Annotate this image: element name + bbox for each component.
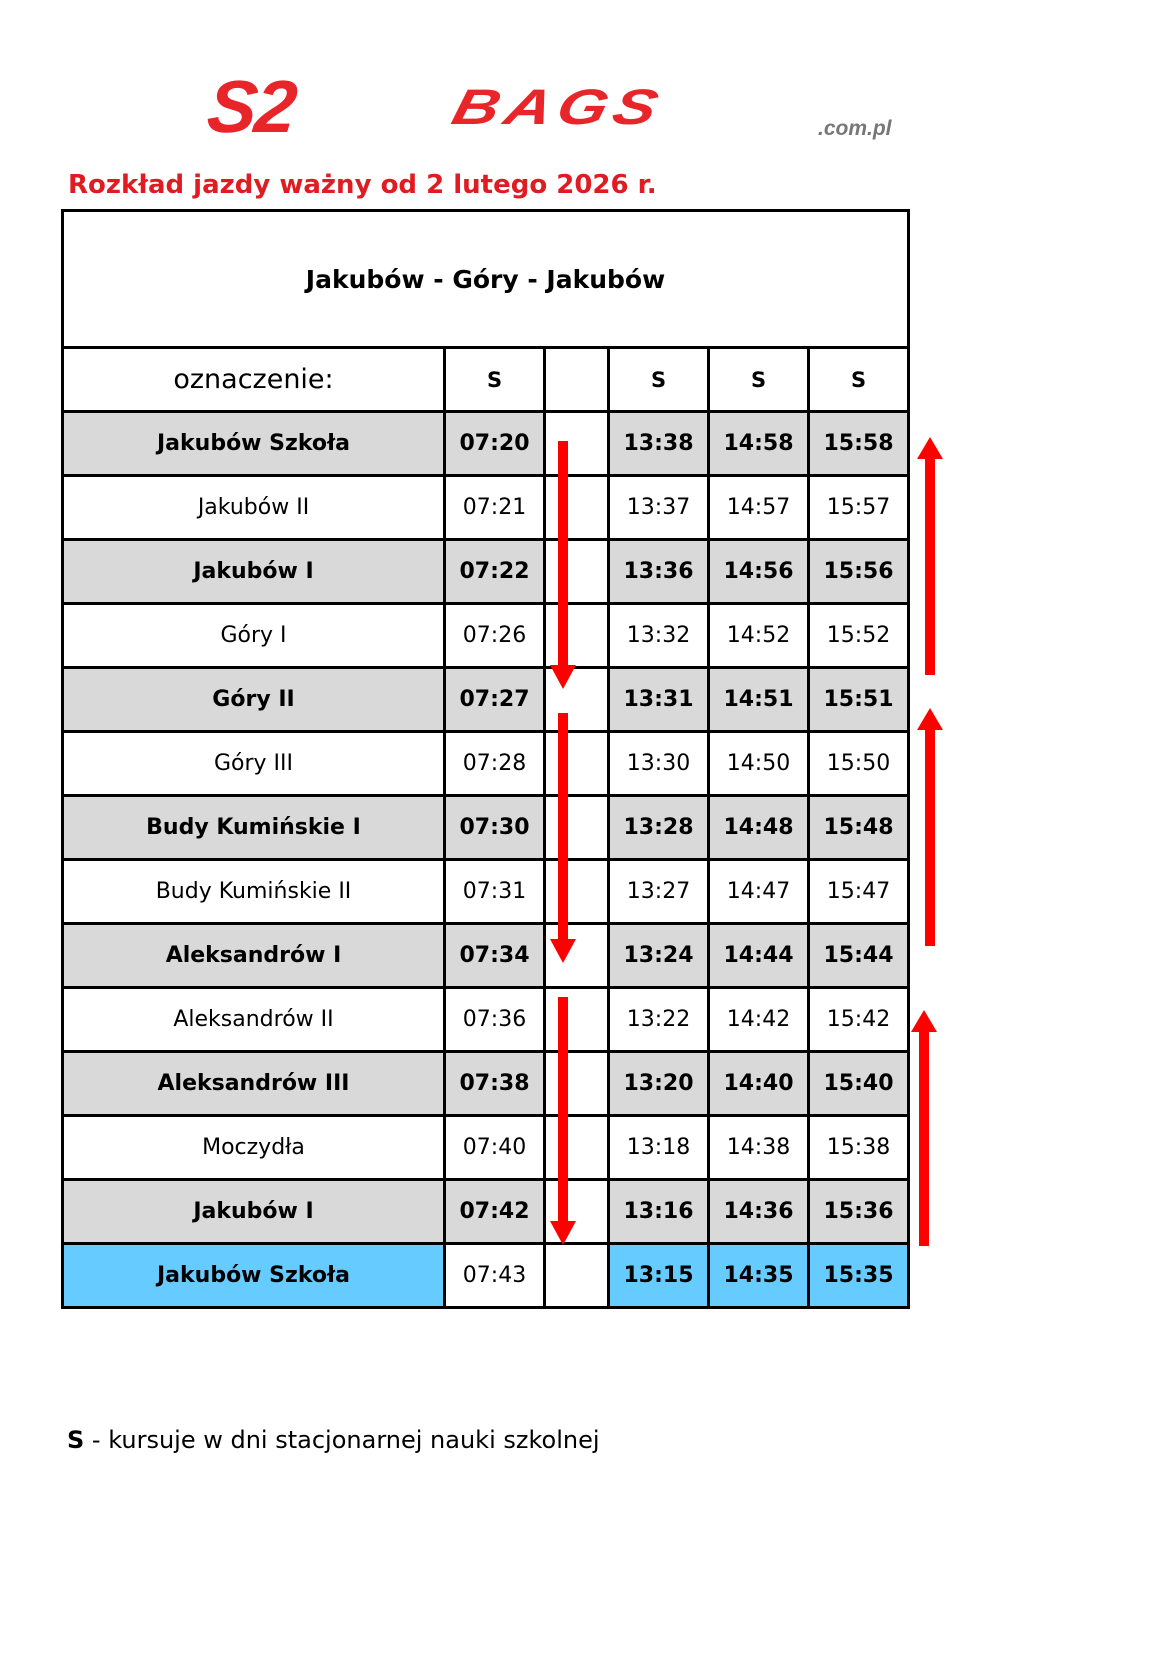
stop-name: Aleksandrów I xyxy=(63,924,445,988)
table-row xyxy=(63,924,909,988)
stop-name: Góry II xyxy=(63,668,445,732)
departure-time: 07:31 xyxy=(445,860,545,924)
designation-row xyxy=(63,348,909,412)
table-row xyxy=(63,796,909,860)
departure-time: 07:20 xyxy=(445,412,545,476)
departure-time: 15:40 xyxy=(809,1052,909,1116)
departure-time: 07:28 xyxy=(445,732,545,796)
departure-time: 14:40 xyxy=(709,1052,809,1116)
legend-text: - kursuje w dni stacjonarnej nauki szkolnej xyxy=(84,1426,600,1454)
departure-time: 13:22 xyxy=(609,988,709,1052)
empty-cell xyxy=(545,1244,609,1308)
up-arrow-icon xyxy=(909,1010,939,1246)
departure-time: 14:36 xyxy=(709,1180,809,1244)
departure-time: 07:40 xyxy=(445,1116,545,1180)
table-row xyxy=(63,732,909,796)
departure-time: 15:52 xyxy=(809,604,909,668)
departure-time: 07:42 xyxy=(445,1180,545,1244)
stop-name: Jakubów Szkoła xyxy=(63,412,445,476)
designation-mark: S xyxy=(809,348,909,412)
departure-time: 13:32 xyxy=(609,604,709,668)
departure-time: 14:56 xyxy=(709,540,809,604)
designation-mark xyxy=(545,348,609,412)
stop-name: Budy Kumińskie I xyxy=(63,796,445,860)
departure-time: 14:48 xyxy=(709,796,809,860)
departure-time: 07:27 xyxy=(445,668,545,732)
designation-mark: S xyxy=(709,348,809,412)
stop-name: Moczydła xyxy=(63,1116,445,1180)
departure-time: 07:38 xyxy=(445,1052,545,1116)
legend xyxy=(67,1428,600,1452)
table-row xyxy=(63,540,909,604)
departure-time: 07:30 xyxy=(445,796,545,860)
departure-time: 15:36 xyxy=(809,1180,909,1244)
up-arrow-icon xyxy=(915,437,945,675)
table-row xyxy=(63,860,909,924)
departure-time: 15:57 xyxy=(809,476,909,540)
designation-mark: S xyxy=(445,348,545,412)
validity-notice: Rozkład jazdy ważny od 2 lutego 2026 r. xyxy=(68,170,657,200)
departure-time: 13:16 xyxy=(609,1180,709,1244)
table-row xyxy=(63,1180,909,1244)
stop-name: Jakubów I xyxy=(63,540,445,604)
up-arrow-icon xyxy=(915,708,945,946)
departure-time: 07:36 xyxy=(445,988,545,1052)
departure-time: 13:15 xyxy=(609,1244,709,1308)
departure-time: 15:35 xyxy=(809,1244,909,1308)
departure-time: 13:20 xyxy=(609,1052,709,1116)
departure-time: 14:50 xyxy=(709,732,809,796)
departure-time: 13:18 xyxy=(609,1116,709,1180)
stop-name: Góry III xyxy=(63,732,445,796)
departure-time: 15:50 xyxy=(809,732,909,796)
stop-name: Aleksandrów II xyxy=(63,988,445,1052)
table-row xyxy=(63,1244,909,1308)
bags-logo: BAGS xyxy=(446,78,670,136)
departure-time: 14:51 xyxy=(709,668,809,732)
departure-time: 15:42 xyxy=(809,988,909,1052)
departure-time: 14:57 xyxy=(709,476,809,540)
departure-time: 15:47 xyxy=(809,860,909,924)
departure-time: 15:58 xyxy=(809,412,909,476)
stop-name: Jakubów Szkoła xyxy=(63,1244,445,1308)
departure-time: 13:31 xyxy=(609,668,709,732)
table-row xyxy=(63,1052,909,1116)
designation-label: oznaczenie: xyxy=(63,348,445,412)
down-arrow-icon xyxy=(548,997,578,1245)
stop-name: Budy Kumińskie II xyxy=(63,860,445,924)
departure-time: 07:34 xyxy=(445,924,545,988)
departure-time: 13:28 xyxy=(609,796,709,860)
departure-time: 15:48 xyxy=(809,796,909,860)
table-row xyxy=(63,476,909,540)
departure-time: 15:56 xyxy=(809,540,909,604)
table-row xyxy=(63,988,909,1052)
departure-time: 07:43 xyxy=(445,1244,545,1308)
departure-time: 14:44 xyxy=(709,924,809,988)
departure-time: 13:24 xyxy=(609,924,709,988)
departure-time: 14:52 xyxy=(709,604,809,668)
departure-time: 14:42 xyxy=(709,988,809,1052)
timetable xyxy=(61,209,910,1309)
departure-time: 07:26 xyxy=(445,604,545,668)
bags-logo-domain: .com.pl xyxy=(818,117,892,140)
route-title: Jakubów - Góry - Jakubów xyxy=(63,211,909,348)
departure-time: 14:38 xyxy=(709,1116,809,1180)
departure-time: 15:38 xyxy=(809,1116,909,1180)
departure-time: 14:35 xyxy=(709,1244,809,1308)
table-row xyxy=(63,668,909,732)
stop-name: Aleksandrów III xyxy=(63,1052,445,1116)
table-row xyxy=(63,604,909,668)
designation-mark: S xyxy=(609,348,709,412)
down-arrow-icon xyxy=(548,441,578,691)
departure-time: 13:37 xyxy=(609,476,709,540)
departure-time: 15:44 xyxy=(809,924,909,988)
departure-time: 07:22 xyxy=(445,540,545,604)
departure-time: 07:21 xyxy=(445,476,545,540)
departure-time: 13:30 xyxy=(609,732,709,796)
legend-symbol: S xyxy=(67,1426,85,1454)
s2-logo: S2 xyxy=(203,65,299,148)
table-row xyxy=(63,1116,909,1180)
departure-time: 13:36 xyxy=(609,540,709,604)
stop-name: Jakubów II xyxy=(63,476,445,540)
stop-name: Góry I xyxy=(63,604,445,668)
departure-time: 14:47 xyxy=(709,860,809,924)
departure-time: 13:38 xyxy=(609,412,709,476)
stop-name: Jakubów I xyxy=(63,1180,445,1244)
departure-time: 15:51 xyxy=(809,668,909,732)
table-row xyxy=(63,412,909,476)
departure-time: 13:27 xyxy=(609,860,709,924)
down-arrow-icon xyxy=(548,713,578,963)
departure-time: 14:58 xyxy=(709,412,809,476)
